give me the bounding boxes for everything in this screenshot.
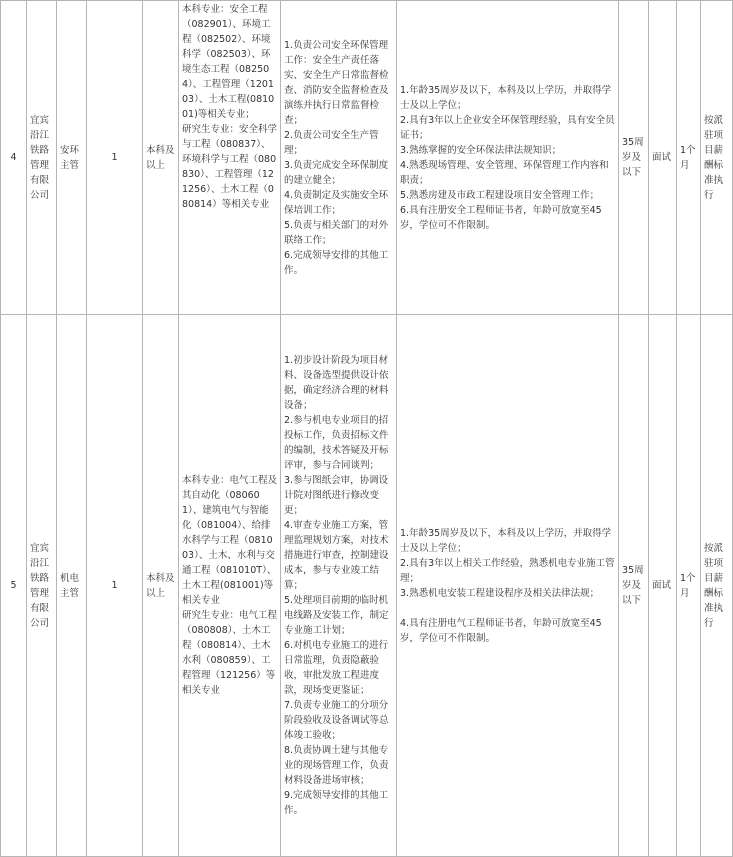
headcount-cell: 1 [87, 315, 143, 857]
major-cell: 本科专业：安全工程（082901）、环境工程（082502）、环境科学（082503）、环境生态工程（082504）、工程管理（120103）、土木工程(081001)等相关专业； 研究生专业：安全科学与工程（080837）、环境科学与工程（080830）、工程管理（121256）、土木工程（080814）等相关专业 [179, 1, 281, 315]
headcount-cell: 1 [87, 1, 143, 315]
row-number: 5 [1, 315, 27, 857]
probation-cell: 1个月 [677, 315, 701, 857]
method-cell: 面试 [649, 315, 677, 857]
duties-cell: 1.负责公司安全环保管理工作：安全生产责任落实、安全生产日常监督检查、消防安全监督检查及演练并执行日常监督检查； 2.负责公司安全生产管理； 3.负责完成安全环保制度的建立健全； 4.负责制定及实施安全环保培训工作； 5.负责与相关部门的对外联络工作； 6.完成领导安排的其他工作。 [281, 1, 397, 315]
education-cell: 本科及以上 [143, 315, 179, 857]
probation-cell: 1个月 [677, 1, 701, 315]
major-cell: 本科专业：电气工程及其自动化（080601）、建筑电气与智能化（081004）、给排水科学与工程（081003）、土木、水利与交通工程（081010T）、土木工程(081001)等相关专业 研究生专业：电气工程（080808）、土木工程（080814）、土木水利（080859）、工程管理（121256）等相关专业 [179, 315, 281, 857]
table-row [1, 1, 733, 315]
company-cell: 宜宾沿江铁路管理有限公司 [27, 315, 57, 857]
age-cell: 35周岁及以下 [619, 1, 649, 315]
position-cell: 安环主管 [57, 1, 87, 315]
position-cell: 机电主管 [57, 315, 87, 857]
salary-cell: 按派驻项目薪酬标准执行 [701, 1, 733, 315]
requirements-cell: 1.年龄35周岁及以下，本科及以上学历，并取得学士及以上学位； 2.具有3年以上企业安全环保管理经验，具有安全员证书； 3.熟练掌握的安全环保法律法规知识； 4.熟悉现场管理、安全管理、环保管理工作内容和职责； 5.熟悉房建及市政工程建设项目安全管理工作； 6.具有注册安全工程师证书者，年龄可放宽至45岁，学位可不作限制。 [397, 1, 619, 315]
company-cell: 宜宾沿江铁路管理有限公司 [27, 1, 57, 315]
age-cell: 35周岁及以下 [619, 315, 649, 857]
duties-cell: 1.初步设计阶段为项目材料、设备选型提供设计依据，确定经济合理的材料设备； 2.参与机电专业项目的招投标工作，负责招标文件的编制，技术答疑及开标评审，参与合同谈判； 3.参与图纸会审，协调设计院对图纸进行修改变更； 4.审查专业施工方案，管理监理规划方案，对技术措施进行审查，控制建设成本，参与专业竣工结算； 5.处理项目前期的临时机电线路及安装工作，制定专业施工计划； 6.对机电专业施工的进行日常监理，负责隐蔽验收，审批发放工程进度款，现场变更鉴证； 7.负责专业施工的分项分阶段验收及设备调试等总体竣工验收； 8.负责协调土建与其他专业的现场管理工作，负责材料设备进场审核； 9.完成领导安排的其他工作。 [281, 315, 397, 857]
education-cell: 本科及以上 [143, 1, 179, 315]
method-cell: 面试 [649, 1, 677, 315]
requirements-cell: 1.年龄35周岁及以下，本科及以上学历，并取得学士及以上学位； 2.具有3年以上相关工作经验，熟悉机电专业施工管理； 3.熟悉机电安装工程建设程序及相关法律法规； 4.具有注册电气工程师证书者，年龄可放宽至45岁，学位可不作限制。 [397, 315, 619, 857]
salary-cell: 按派驻项目薪酬标准执行 [701, 315, 733, 857]
row-number: 4 [1, 1, 27, 315]
table-row [1, 315, 733, 857]
